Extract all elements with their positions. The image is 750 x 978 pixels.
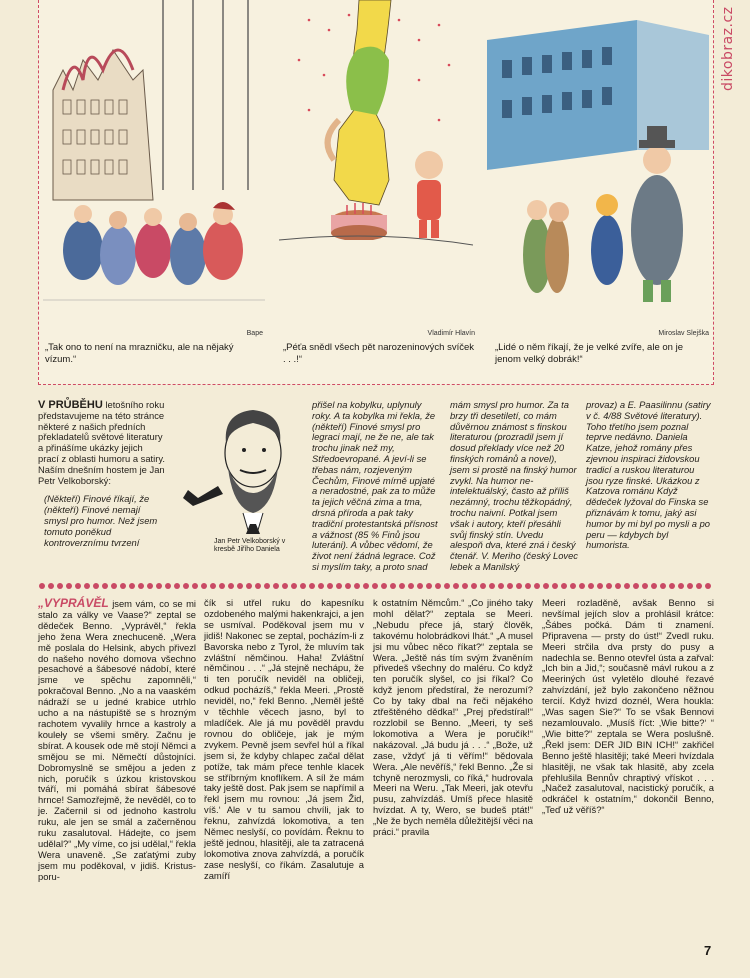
cartoon-panel-3 bbox=[487, 0, 709, 322]
page-number: 7 bbox=[704, 943, 712, 958]
cartoon-panel-1 bbox=[43, 0, 265, 322]
caption-1: „Tak ono to není na mrazničku, ale na nějaký vízum.“ bbox=[45, 342, 234, 365]
portrait-image bbox=[168, 398, 308, 538]
cartoon-panel-2 bbox=[279, 0, 473, 322]
artist-credit-2: Vladimír Hlavín bbox=[427, 330, 475, 337]
story-column-2: čík si utřel ruku do kapesníku ozdobeného malými hakenkrajci, a jen se usmíval. Poděkoval jsem mu v jidiš! Nakonec se zeptal, pocházím-li z Bavorska nebo z Tyrol, že mluvím tak zvláštní němčinou. Haha! Zvláštní němčinou . . .“ „Já stejně nechápu, že ti ten poručík neviděl na obličeji, odkud pocházíš,“ řekla Meeri. „Prostě neviděl, no,“ řekl Benno. „Neměl ještě v těchhle věcech jasno, byl to mladíček. Ale já mu pověděl pravdu rovnou do obličeje, jak je mým zvykem. Pevně jsem sevřel húl a říkal jsem si, že kdyby chlapec začal dělat potíže, tak mám přece tenhle klacek se stříbrným knoflíkem. A síl že mám taky ještě dost. Pak jsem se napřímil a řekl jsem mu rovnou: ‚Já jsem Žid, víš.‘ Ale v tu samou chvíli, jak to řeknu, zahvízdá lokomotiva, a ten Němec neslyší, co povídám. Řeknu to ještě jednou, hlasitěji, ale ta zatracená lokomotiva znova zahvízdá, a poručík zase neslyší, co říkám. Zasalutuje a zamíří bbox=[204, 597, 364, 881]
cartoon-image-2 bbox=[279, 0, 473, 322]
cartoon-image-3 bbox=[487, 0, 709, 322]
portrait-drawing bbox=[168, 398, 308, 570]
intro-quote: (Někteří) Finové říkají, že (někteří) Finové nemají smysl pro humor. Než jsem tomuto poněkud kontroverznímu tvrzení bbox=[44, 493, 158, 548]
story-column-3: k ostatním Němcům.“ „Co jiného taky mohl dělat?“ zeptala se Meeri. „Nebudu přece já, starý člověk, takovému holobrádkovi lhát.“ „A musel jsi mu vůbec něco říkat?“ zeptala se Wera. „Ještě nás tím svým žvaněním přivedeš všechny do maléru. Co když ten poručík slyšel, co jsi říkal? Co když jenom předstíral, že nerozumí? Co by taky dbal na řeči nějakého ztřeštěného dědka!“ „Prej předstíral!“ rozzlobil se Benno. „Meeri, ty seš lokomotiva a Wera je poručík!“ nakázoval. „Já budu já . . .“ „Bože, už zase, vždyť já ti věřím!“ bědovala Wera. „Ale nevěříš,“ řekl Benno. „Že si tchyně nerozmysli, co říká,“ hudrovala Meeri na Weru. „Tak Meeri, jak otevřu pusu, zahvízdáš. Umíš přece hlasitě hvízdat. A ty, Wero, se budeš ptát!“ „Ne že bych neměla důležitější věci na práci.“ pravila bbox=[373, 597, 533, 838]
intro-heading: V PRŮBĚHU bbox=[38, 399, 103, 411]
portrait-caption: Jan Petr Velkoborský v kresbě Jiřího Daniela bbox=[214, 538, 286, 553]
story-text-1: jsem vám, co se mi stalo za války ve Vaase?“ zeptal se dědeček Benno. „Vyprávěl,“ řekla jeho žena Wera znechuceně. „Wera mě poslala do Helsink, abych přivezl do našeho nového domova všechno pesachové a šábesové nádobí, které jsme ve spěchu zapomněli,“ pokračoval Benno. „No a na vaaském nádraží se u jedné krabice utrhlo ucho a na nástupiště se s hrozným rachotem vyvalily hrnce a kastroly a kouleły se všemi směry. Začnu je sbírat. A kousek ode mě stojí Němci a smějou se mi. Němečtí důstojníci. Dobromyslně se smějou a jeden z nich, poručík s úzkou kristovskou tváří, mi pomáhá sbírat šábesové hrnce! Samozřejmě, že nevěděl, co to je. Začernil si od jednoho kastrolu ruku, ale jen se smál a začerněnou ruku zasalutoval. Hádejte, co jsem udělal?“ „My víme, co jsi udělal,“ řekla Wera unaveně. „Se zaťatými zuby jsem mu poděkoval, v jidiš. Kristus-poru- bbox=[38, 598, 196, 882]
cartoon-strip bbox=[38, 0, 714, 385]
caption-3: „Lidé o něm říkají, že je velké zvíře, ale on je jenom velký dobrák!“ bbox=[495, 342, 683, 365]
dotted-divider bbox=[38, 578, 714, 588]
artist-credit-3: Miroslav Slejška bbox=[658, 330, 709, 337]
story-lead: „VYPRÁVĚL bbox=[38, 596, 109, 610]
cartoon-image-1 bbox=[43, 0, 265, 322]
intro-column-1 bbox=[38, 400, 166, 548]
intro-column-4: provaz) a E. Paasilinnu (satiry v č. 4/88 Světové literatury). Toho třetího jsem poznal teprve nedávno. Daniela Katze, jehož romány přes zjevnou inspiraci židovskou tradicí a ruskou literaturou jsou ryze finské. Ukázkou z Katzova románu Když dědeček lyžoval do Finska se přiznávám k tomu, jaký asi humor by mi byl po mysli a po peru — kdybych byl humorista. bbox=[586, 399, 711, 551]
source-watermark: dikobraz.cz bbox=[720, 6, 746, 92]
intro-column-3: mám smysl pro humor. Za ta brzy tři desetiletí, co mám důvěrnou známost s finskou literaturou (prozradil jsem jí dosud překlady více než 20 finských románů a novel), jsem si prostě na finský humor zvykl. Na humor ne-intelektuálský, často až příliš nezámný, trochu těžkopádný, trochu naivní. Potkal jsem však i autory, kteří přesáhli svůj finský stín. Uvedu alespoň dva, které zná i český čtenář. V. Meriho (český Lovec lebek a Manilský bbox=[450, 399, 578, 572]
intro-column-2: přišel na kobylku, uplynuly roky. A ta kobylka mi řekla, že (někteří) Finové smysl pro legraci mají, ne že ne, ale tak trochu jinak než my, Středoevropané. A jeví-li se třebas nám, rozjeveným Čechům, Finové mírně upjaté a neradostné, pak za to může ta jejich věčná zima a tma, drsná příroda a pak taky tradiční protestantská přísnost a vážnost (85 % Finů jsou luteráni). A vůbec vědomí, že život není žádná legrace. Což si myslím taky, a proto snad bbox=[312, 399, 438, 572]
caption-2: „Péťa snědl všech pět narozeninových svíček . . .!“ bbox=[283, 342, 475, 365]
intro-text-1: letošního roku představujeme na této stránce některé z našich předních překladatelů světové literatury a přinášíme ukázky jejich prací z oblasti humoru a satiry. Naším dnešním hostem je Jan Petr Velkoborský: bbox=[38, 399, 165, 486]
story-column-4: Meeri rozladěně, avšak Benno si nevšímal jejích slov a prohlásil krátce: „Šábes počká. Dám ti znamení. Připravena — prsty do úst!“ Zvedl ruku. Meeri strčila dva prsty do pusy a nadechla se. Benno otevřel ústa a zařval: „Ich bin a Jid,“; současně mávl rukou a z Meeriných úst vyletělo dlouhé řezavé zahvízdání, jež bylo zakončeno něžnou tercií. Když hvizd doznél, Wera houkla: „Was sagen Sie?“ To se však Bennovi nezamlouvalo. „Musíš říct: ‚Wie bitte?‘ “ „Wie bitte?“ zeptala se Wera poslušně. „Řekl jsem: DER JID BIN ICH!“ zakřičel Benno ještě hlasitěji; také Meeri hvízdala hlasitěji, ne však tak hlasitě, aby zcela přehlušila Bennův chraptivý vřískot . . . „Načež zasalutoval, nacistický poručík, a odkráčel k ostatním,“ dokončil Benno, „Teď už věříš?“ bbox=[542, 597, 714, 816]
artist-credit-1: Bape bbox=[246, 330, 263, 337]
story-column-1 bbox=[38, 598, 196, 883]
